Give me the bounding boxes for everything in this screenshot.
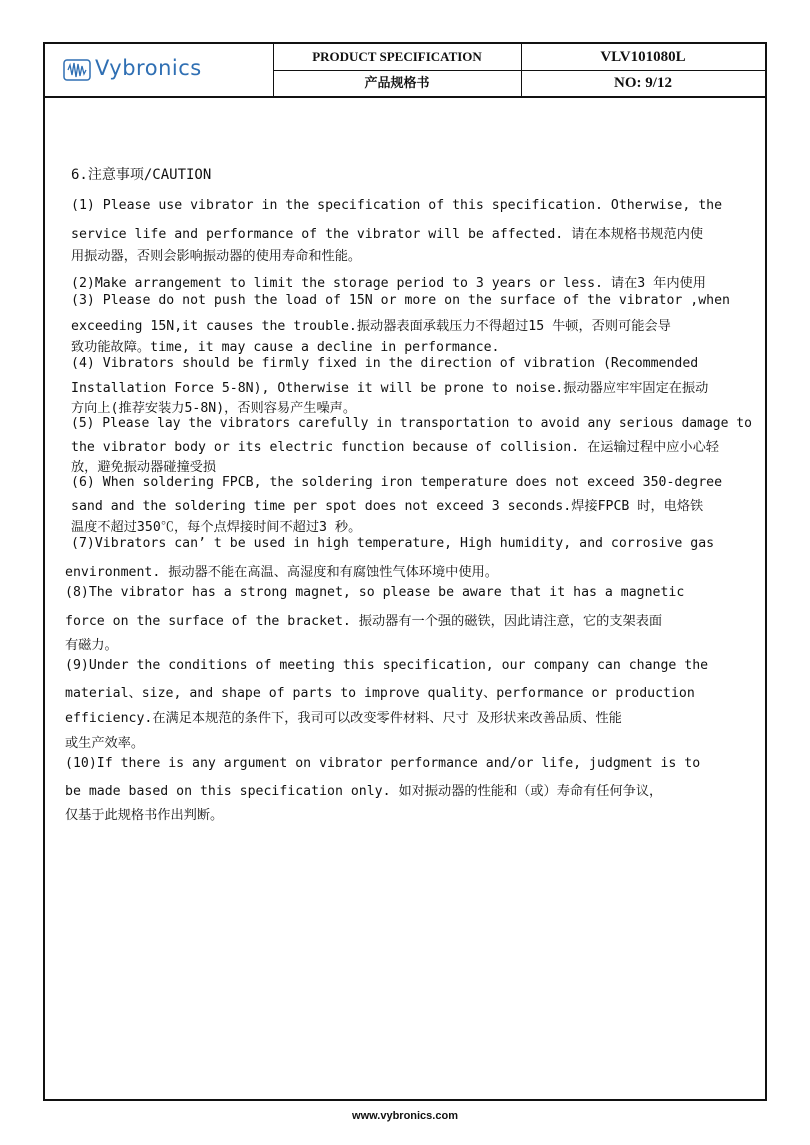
caution-line: 用振动器，否则会影响振动器的使用寿命和性能。 <box>71 249 362 264</box>
doc-type-en: PRODUCT SPECIFICATION <box>273 44 521 71</box>
page-frame <box>43 42 767 1101</box>
logo-cell <box>45 44 274 96</box>
caution-line: sand and the soldering time per spot does not exceed 3 seconds.焊接FPCB 时，电烙铁 <box>71 499 704 514</box>
caution-line: (8)The vibrator has a strong magnet, so please be aware that it has a magnetic <box>65 585 685 600</box>
caution-line: 致功能故障。time, it may cause a decline in performance. <box>71 340 500 355</box>
vybronics-logo-icon <box>63 58 91 82</box>
caution-line: (1) Please use vibrator in the specification of this specification. Otherwise, the <box>71 198 723 213</box>
model-cell <box>521 44 765 96</box>
caution-line: efficiency.在满足本规范的条件下，我司可以改变零件材料、尺寸 及形状来改善品质、性能 <box>65 711 622 726</box>
doc-type-zh: 产品规格书 <box>364 75 430 90</box>
caution-line: (4) Vibrators should be firmly fixed in the direction of vibration (Recommended <box>71 356 699 371</box>
caution-line: (2)Make arrangement to limit the storage period to 3 years or less. 请在3 年内使用 <box>71 276 706 291</box>
caution-line: material、size, and shape of parts to improve quality、performance or production <box>65 686 695 701</box>
doc-type-cell <box>273 44 522 96</box>
caution-line: be made based on this specification only. 如对振动器的性能和（或）寿命有任何争议， <box>65 784 663 799</box>
caution-line: 温度不超过350℃，每个点焊接时间不超过3 秒。 <box>71 520 362 535</box>
caution-line: 或生产效率。 <box>65 736 145 751</box>
caution-line: (7)Vibrators can’ t be used in high temperature, High humidity, and corrosive gas <box>71 536 715 551</box>
caution-line: 放，避免振动器碰撞受损 <box>71 460 217 475</box>
caution-line: (9)Under the conditions of meeting this specification, our company can change the <box>65 658 709 673</box>
caution-line: Installation Force 5-8N), Otherwise it will be prone to noise.振动器应牢牢固定在振动 <box>71 381 709 396</box>
page-number: NO: 9/12 <box>614 75 672 91</box>
document-header <box>45 44 765 98</box>
caution-line: 方向上(推荐安装力5-8N)，否则容易产生噪声。 <box>71 401 357 416</box>
caution-line: service life and performance of the vibrator will be affected. 请在本规格书规范内使 <box>71 227 704 242</box>
caution-line: 有磁力。 <box>65 638 118 653</box>
caution-line: (3) Please do not push the load of 15N or more on the surface of the vibrator ,when <box>71 293 730 308</box>
logo-text: Vybronics <box>95 56 202 80</box>
caution-line: exceeding 15N,it causes the trouble.振动器表面承载压力不得超过15 牛顿，否则可能会导 <box>71 319 671 334</box>
caution-line: the vibrator body or its electric function because of collision. 在运输过程中应小心轻 <box>71 440 719 455</box>
caution-line: (6) When soldering FPCB, the soldering iron temperature does not exceed 350-degree <box>71 475 723 490</box>
section-heading: 6.注意事项/CAUTION <box>71 167 212 183</box>
caution-line: environment. 振动器不能在高温、高湿度和有腐蚀性气体环境中使用。 <box>65 565 498 580</box>
caution-line: 仅基于此规格书作出判断。 <box>65 808 224 823</box>
caution-line: (5) Please lay the vibrators carefully in transportation to avoid any serious damage to <box>71 416 752 431</box>
footer-url: www.vybronics.com <box>352 1110 458 1122</box>
model-number: VLV101080L <box>521 44 765 71</box>
caution-line: (10)If there is any argument on vibrator performance and/or life, judgment is to <box>65 756 701 771</box>
caution-line: force on the surface of the bracket. 振动器有一个强的磁铁，因此请注意，它的支架表面 <box>65 614 663 629</box>
